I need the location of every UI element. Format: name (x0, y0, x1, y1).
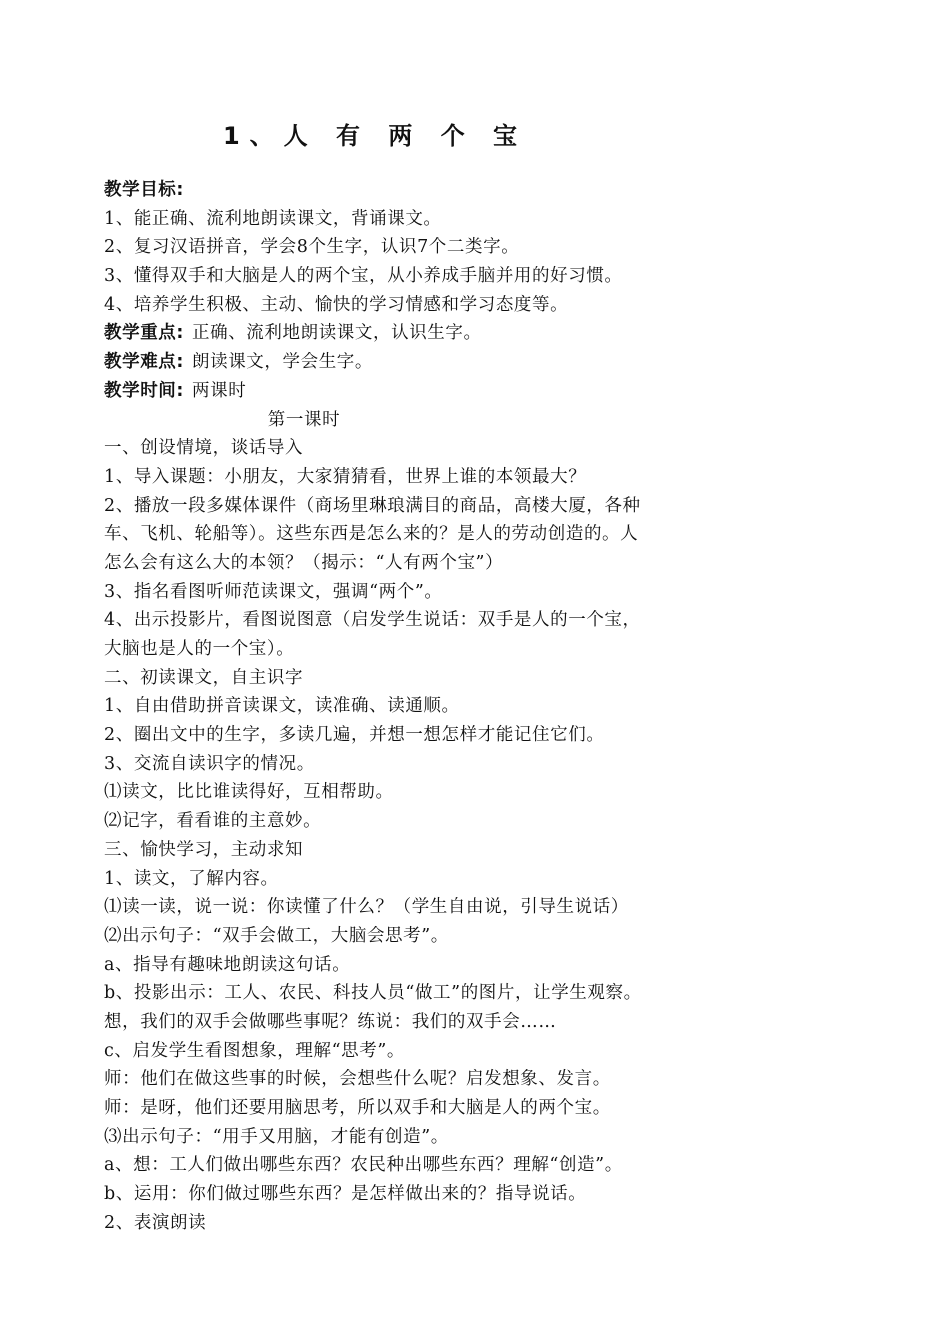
text-line: 1、自由借助拼音读课文，读准确、读通顺。 (104, 696, 460, 717)
text-line: 三、愉快学习，主动求知 (104, 839, 304, 860)
section-heading-line (104, 377, 664, 406)
text-line: 车、飞机、轮船等）。这些东西是怎么来的？是人的劳动创造的。人 (104, 524, 639, 545)
text-line: 4、培养学生积极、主动、愉快的学习情感和学习态度等。 (104, 294, 569, 315)
text-line: 二、初读课文，自主识字 (104, 667, 304, 688)
section-value: 正确、流利地朗读课文，认识生字。 (192, 323, 482, 344)
text-line: 想，我们的双手会做哪些事呢？练说：我们的双手会…… (104, 1011, 557, 1032)
text-line: 3、懂得双手和大脑是人的两个宝，从小养成手脑并用的好习惯。 (104, 266, 623, 287)
section-label: 教学目标: (104, 180, 184, 200)
text-line: ⑶出示句子：“用手又用脑，才能有创造”。 (104, 1126, 449, 1147)
text-line: 3、指名看图听师范读课文，强调“两个”。 (104, 581, 443, 602)
text-line: ⑵出示句子：“双手会做工，大脑会思考”。 (104, 925, 449, 946)
text-line: 1、读文，了解内容。 (104, 868, 279, 889)
text-line: 1、导入课题：小朋友，大家猜猜看，世界上谁的本领最大？ (104, 466, 587, 487)
text-line: ⑴读文，比比谁读得好，互相帮助。 (104, 782, 394, 803)
text-line: 一、创设情境，谈话导入 (104, 438, 304, 459)
section-label: 教学重点: (104, 323, 184, 344)
section-heading-line (104, 319, 664, 348)
text-line: b、运用：你们做过哪些东西？是怎样做出来的？指导说话。 (104, 1184, 587, 1205)
text-line: 2、播放一段多媒体课件（商场里琳琅满目的商品，高楼大厦，各种 (104, 495, 641, 516)
text-line: 2、复习汉语拼音，学会8个生字，认识7个二类字。 (104, 237, 520, 258)
lesson-body (104, 176, 664, 1237)
section-heading-line (104, 348, 664, 377)
section-value: 朗读课文，学会生字。 (192, 352, 373, 373)
text-line: b、投影出示：工人、农民、科技人员“做工”的图片，让学生观察。 (104, 983, 642, 1004)
section-label: 教学时间: (104, 380, 184, 401)
text-line: 4、出示投影片，看图说图意（启发学生说话：双手是人的一个宝， (104, 610, 641, 631)
text-line: a、指导有趣味地朗读这句话。 (104, 954, 351, 975)
text-line: 师：是呀，他们还要用脑思考，所以双手和大脑是人的两个宝。 (104, 1098, 611, 1118)
text-line: 师：他们在做这些事的时候，会想些什么呢？启发想象、发言。 (104, 1069, 611, 1090)
text-line: ⑵记字，看看谁的主意妙。 (104, 811, 322, 832)
section-heading-line (104, 176, 664, 205)
text-line: 2、圈出文中的生字，多读几遍，并想一想怎样才能记住它们。 (104, 725, 605, 746)
text-line: ⑴读一读，说一说：你读懂了什么？（学生自由说，引导生说话） (104, 897, 629, 918)
section-label: 教学难点: (104, 352, 184, 373)
text-line: 大脑也是人的一个宝）。 (104, 639, 295, 659)
text-line: a、想：工人们做出哪些东西？农民种出哪些东西？理解“创造”。 (104, 1155, 623, 1176)
text-line: 2、表演朗读 (104, 1212, 207, 1233)
text-line: 3、交流自读识字的情况。 (104, 753, 315, 774)
lesson-period-heading: 第一课时 (267, 409, 341, 430)
section-value: 两课时 (192, 380, 247, 401)
text-line: 1、能正确、流利地朗读课文，背诵课文。 (104, 208, 442, 229)
text-line: c、启发学生看图想象，理解“思考”。 (104, 1040, 405, 1061)
lesson-title: 1、人 有 两 个 宝 (222, 122, 528, 150)
text-line: 怎么会有这么大的本领？（揭示：“人有两个宝”） (104, 552, 504, 573)
